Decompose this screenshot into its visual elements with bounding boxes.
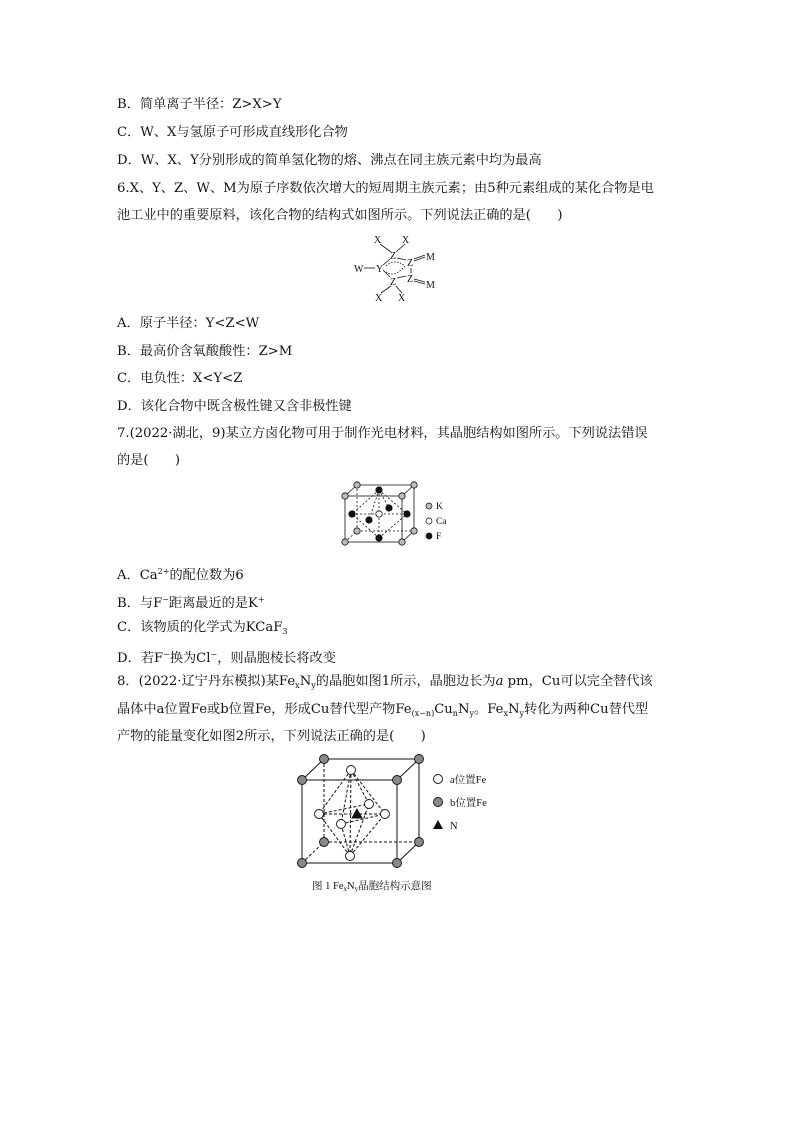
q8-l1-text-mid: 的晶胞如图1所示，晶胞边长为 <box>315 674 496 689</box>
struct-y: Y <box>376 264 384 275</box>
q7-d-text-mid: 换为Cl <box>169 651 211 666</box>
q5-option-d: D．W、X、Y分别形成的简单氢化物的熔、沸点在同主族元素中均为最高 <box>117 153 542 168</box>
atom-a-fe <box>347 766 356 775</box>
q6-stem-line1: 6.X、Y、Z、W、M为原子序数依次增大的短周期主族元素；由5种元素组成的某化合物是电 <box>117 181 654 196</box>
q8-l2-n: N <box>457 702 470 717</box>
struct-x3: X <box>375 293 383 304</box>
q7-c-subscript: 3 <box>282 627 288 636</box>
q8-stem-line1 <box>117 673 653 695</box>
atom-k <box>399 539 405 545</box>
q7-option-b <box>117 591 265 613</box>
atom-k <box>354 482 360 488</box>
q7-option-c <box>117 619 287 641</box>
caption-sub-x: x <box>343 885 347 893</box>
atom-a-fe <box>346 852 355 861</box>
q8-crystal-cell-figure <box>290 752 520 897</box>
q6-option-a: A．原子半径：Y<Z<W <box>117 316 260 331</box>
q8-l1-var-a: a <box>495 674 504 689</box>
q7-b-charge2: + <box>257 595 265 604</box>
struct-m2: M <box>426 280 435 291</box>
caption-n: N <box>347 881 355 892</box>
q8-l1-sub-x: x <box>295 681 300 690</box>
q6-stem-line2: 池工业中的重要原料，该化合物的结构式如图所示。下列说法正确的是( ) <box>117 208 563 223</box>
struct-m1: M <box>426 252 435 263</box>
legend-f-label: F <box>436 532 442 542</box>
legend-n-icon <box>433 820 443 829</box>
atom-f <box>349 511 355 517</box>
q8-stem-line3: 产物的能量变化如图2所示，下列说法正确的是( ) <box>117 729 426 744</box>
legend-b-fe-label: b位置Fe <box>450 798 487 809</box>
figure-1-caption <box>312 879 432 893</box>
q6-option-c: C．电负性：X<Y<Z <box>117 371 243 386</box>
struct-z4: Z <box>407 274 414 285</box>
atom-b-fe <box>415 755 424 764</box>
atom-f <box>376 487 382 493</box>
q6-structure-figure <box>350 228 445 306</box>
q7-a-text: A．Ca <box>117 568 158 583</box>
atom-k <box>354 528 360 534</box>
atom-f <box>386 505 392 511</box>
legend-k-icon <box>426 503 432 509</box>
q7-crystal-cell-figure <box>337 478 457 550</box>
atom-b-fe <box>393 859 402 868</box>
q7-c-text: C．该物质的化学式为KCaF <box>117 620 283 635</box>
struct-z1: Z <box>390 251 397 262</box>
legend-a-fe-icon <box>434 775 443 784</box>
q7-b-charge1: − <box>162 595 169 604</box>
struct-x1: X <box>374 235 382 246</box>
q8-l2-sub3: y <box>469 709 475 718</box>
legend-b-fe-icon <box>434 798 443 807</box>
atom-b-fe <box>320 755 329 764</box>
atom-k <box>342 539 348 545</box>
q6-option-b: B．最高价含氧酸酸性：Z>M <box>117 344 293 359</box>
caption-text: 图 1 Fe <box>312 881 344 892</box>
q8-l1-sub-y: y <box>311 681 316 690</box>
q7-stem-line2: 的是( ) <box>117 453 181 468</box>
q7-option-d <box>117 646 336 668</box>
q8-l2-sub1: (x−n) <box>411 709 435 718</box>
legend-k-label: K <box>436 502 443 512</box>
legend-ca-label: Ca <box>436 517 447 527</box>
atom-b-fe <box>298 776 307 785</box>
atom-f <box>376 535 382 541</box>
q7-a-text-end: 的配位数为6 <box>169 568 244 583</box>
legend-f-icon <box>426 533 432 539</box>
q8-l2-sub5: y <box>519 709 525 718</box>
q8-l1-text: 8．(2022·辽宁丹东模拟)某Fe <box>117 674 296 689</box>
atom-a-fe <box>365 800 374 809</box>
q8-l2-cu: Cu <box>434 702 453 717</box>
q8-l1-n: N <box>299 674 312 689</box>
atom-k <box>411 528 417 534</box>
atom-k <box>399 493 405 499</box>
q5-option-c: C．W、X与氢原子可形成直线形化合物 <box>117 125 348 140</box>
q7-a-charge: 2+ <box>157 567 170 576</box>
atom-a-fe <box>315 810 324 819</box>
atom-b-fe <box>320 838 329 847</box>
legend-n-label: N <box>450 821 458 832</box>
q7-b-text-mid: 距离最近的是K <box>168 596 258 611</box>
atom-ca <box>376 511 382 517</box>
atom-b-fe <box>415 838 424 847</box>
atom-f <box>404 511 410 517</box>
atom-a-fe <box>337 820 346 829</box>
q7-d-text: D．若F <box>117 651 164 666</box>
caption-sub-y: y <box>354 885 359 893</box>
q8-stem-line2 <box>117 701 648 723</box>
q5-option-b: B．简单离子半径：Z>X>Y <box>117 97 282 112</box>
q8-l2-text-end: 转化为两种Cu替代型 <box>524 702 649 717</box>
legend-a-fe-label: a位置Fe <box>450 775 487 786</box>
q8-l2-n2: N <box>507 702 520 717</box>
struct-w: W <box>354 264 364 275</box>
atom-b-fe <box>393 776 402 785</box>
q8-l2-text-mid: 。Fe <box>474 702 504 717</box>
atom-k <box>342 493 348 499</box>
q8-l1-text-end: pm，Cu可以完全替代该 <box>503 674 653 689</box>
q6-option-d: D．该化合物中既含极性键又含非极性键 <box>117 399 352 414</box>
atom-k <box>411 482 417 488</box>
struct-x2: X <box>402 235 410 246</box>
q7-b-text: B．与F <box>117 596 163 611</box>
q7-option-a <box>117 563 244 585</box>
q7-d-text-end: ，则晶胞棱长将改变 <box>217 651 336 666</box>
atom-f <box>366 517 372 523</box>
q8-l2-sub2: n <box>452 709 458 718</box>
q8-l2-text: 晶体中a位置Fe或b位置Fe，形成Cu替代型产物Fe <box>117 702 412 717</box>
atom-b-fe <box>298 859 307 868</box>
q7-d-charge2: − <box>210 650 218 659</box>
q8-l2-sub4: x <box>503 709 508 718</box>
atom-a-fe <box>381 810 390 819</box>
struct-z2: Z <box>407 258 414 269</box>
q7-d-charge1: − <box>163 650 170 659</box>
caption-text-end: 晶胞结构示意图 <box>358 881 432 892</box>
q7-stem-line1: 7.(2022·湖北，9)某立方卤化物可用于制作光电材料，其晶胞结构如图所示。下列说法错误 <box>117 426 648 441</box>
struct-z3: Z <box>390 277 397 288</box>
legend-ca-icon <box>426 518 432 524</box>
struct-x4: X <box>398 293 406 304</box>
